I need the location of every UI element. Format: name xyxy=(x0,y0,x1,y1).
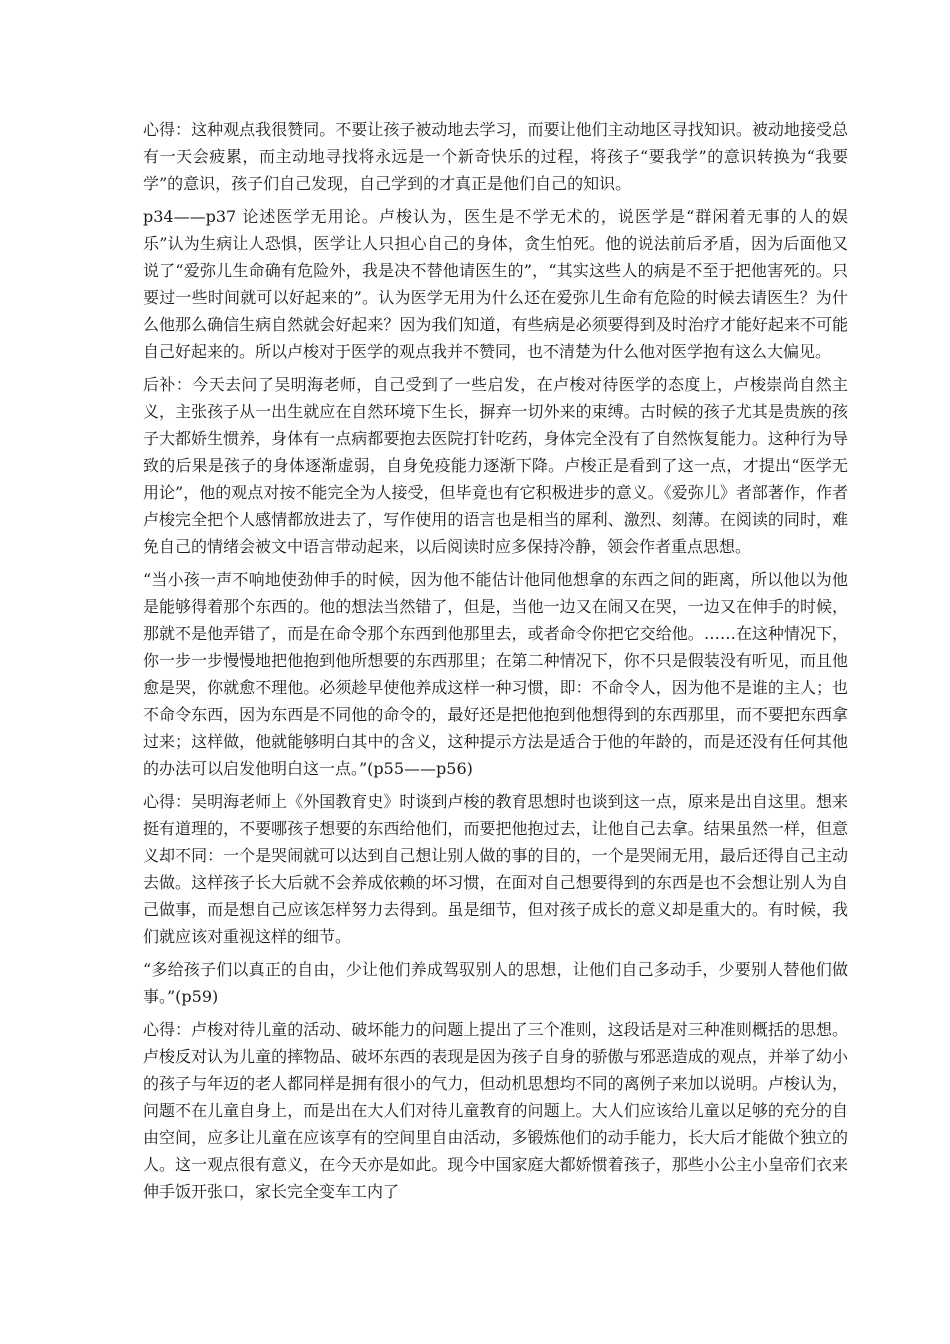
paragraph-addendum: 后补：今天去问了吴明海老师，自己受到了一些启发，在卢梭对待医学的态度上，卢梭崇尚自然主义，主张孩子从一出生就应在自然环境下生长，摒弃一切外来的束缚。古时候的孩子尤其是贵族的孩子大都娇生惯养，身体有一点病都要抱去医院打针吃药，身体完全没有了自然恢复能力。这种行为导致的后果是孩子的身体逐渐虚弱，自身免疫能力逐渐下降。卢梭正是看到了这一点，才提出“医学无用论”，他的观点对按不能完全为人接受，但毕竟也有它积极进步的意义。《爱弥儿》者部著作，作者卢梭完全把个人感情都放进去了，写作使用的语言也是相当的犀利、激烈、刻薄。在阅读的同时，难免自己的情绪会被文中语言带动起来，以后阅读时应多保持冷静，领会作者重点思想。 xyxy=(143,375,848,556)
paragraph-note-foreign-education: 心得：吴明海老师上《外国教育史》时谈到卢梭的教育思想时也谈到这一点，原来是出自这里。想来挺有道理的，不要哪孩子想要的东西给他们，而要把他抱过去，让他自己去拿。结果虽然一样，但意义却不同：一个是哭闹就可以达到自己想让别人做的事的目的，一个是哭闹无用，最后还得自己主动去做。这样孩子长大后就不会养成依赖的坏习惯，在面对自己想要得到的东西是也不会想让别人为自己做事，而是想自己应该怎样努力去得到。虽是细节，但对孩子成长的意义却是重大的。有时候，我们就应该对重视这样的细节。 xyxy=(143,792,848,946)
paragraph-quote-p59: “多给孩子们以真正的自由，少让他们养成驾驭别人的思想，让他们自己多动手，少要别人替他们做事。”(p59) xyxy=(143,960,848,1006)
paragraph-quote-p55-56: “当小孩一声不响地使劲伸手的时候，因为他不能估计他同他想拿的东西之间的距离，所以他以为他是能够得着那个东西的。他的想法当然错了，但是，当他一边又在闹又在哭，一边又在伸手的时候，那就不是他弄错了，而是在命令那个东西到他那里去，或者命令你把它交给他。……在这种情况下，你一步一步慢慢地把他抱到他所想要的东西那里；在第二种情况下，你不只是假装没有听见，而且他愈是哭，你就愈不理他。必须趁早使他养成这样一种习惯，即：不命令人，因为他不是谁的主人；也不命令东西，因为东西是不同他的命令的，最好还是把他抱到他想得到的东西那里，而不要把东西拿过来；这样做，他就能够明白其中的含义，这种提示方法是适合于他的年龄的，而是还没有任何其他的办法可以启发他明白这一点。”(p55——p56) xyxy=(143,570,848,778)
paragraph-medicine-useless: p34——p37 论述医学无用论。卢梭认为，医生是不学无术的，说医学是“群闲着无事的人的娱乐”认为生病让人恐惧，医学让人只担心自己的身体，贪生怕死。他的说法前后矛盾，因为后面他又说了“爱弥儿生命确有危险外，我是决不替他请医生的”，“其实这些人的病是不至于把他害死的。只要过一些时间就可以好起来的”。认为医学无用为什么还在爱弥儿生命有危险的时候去请医生？为什么他那么确信生病自然就会好起来？因为我们知道，有些病是必须要得到及时治疗才能好起来不可能自己好起来的。所以卢梭对于医学的观点我并不赞同，也不清楚为什么他对医学抱有这么大偏见。 xyxy=(143,207,848,361)
paragraph-note-three-rules: 心得：卢梭对待儿童的活动、破坏能力的问题上提出了三个准则，这段话是对三种准则概括的思想。卢梭反对认为儿童的摔物品、破坏东西的表现是因为孩子自身的骄傲与邪恶造成的观点，并举了幼小的孩子与年迈的老人都同样是拥有很小的气力，但动机思想均不同的离例子来加以说明。卢梭认为，问题不在儿童自身上，而是出在大人们对待儿童教育的问题上。大人们应该给儿童以足够的充分的自由空间，应多让儿童在应该享有的空间里自由活动，多锻炼他们的动手能力，长大后才能做个独立的人。这一观点很有意义，在今天亦是如此。现今中国家庭大都娇惯着孩子，那些小公主小皇帝们衣来伸手饭开张口，家长完全变车工内了 xyxy=(143,1020,848,1201)
document-page xyxy=(143,116,848,1211)
paragraph-note-active-learning: 心得：这种观点我很赞同。不要让孩子被动地去学习，而要让他们主动地区寻找知识。被动地接受总有一天会疲累，而主动地寻找将永远是一个新奇快乐的过程，将孩子“要我学”的意识转换为“我要学”的意识，孩子们自己发现，自己学到的才真正是他们自己的知识。 xyxy=(143,120,848,193)
